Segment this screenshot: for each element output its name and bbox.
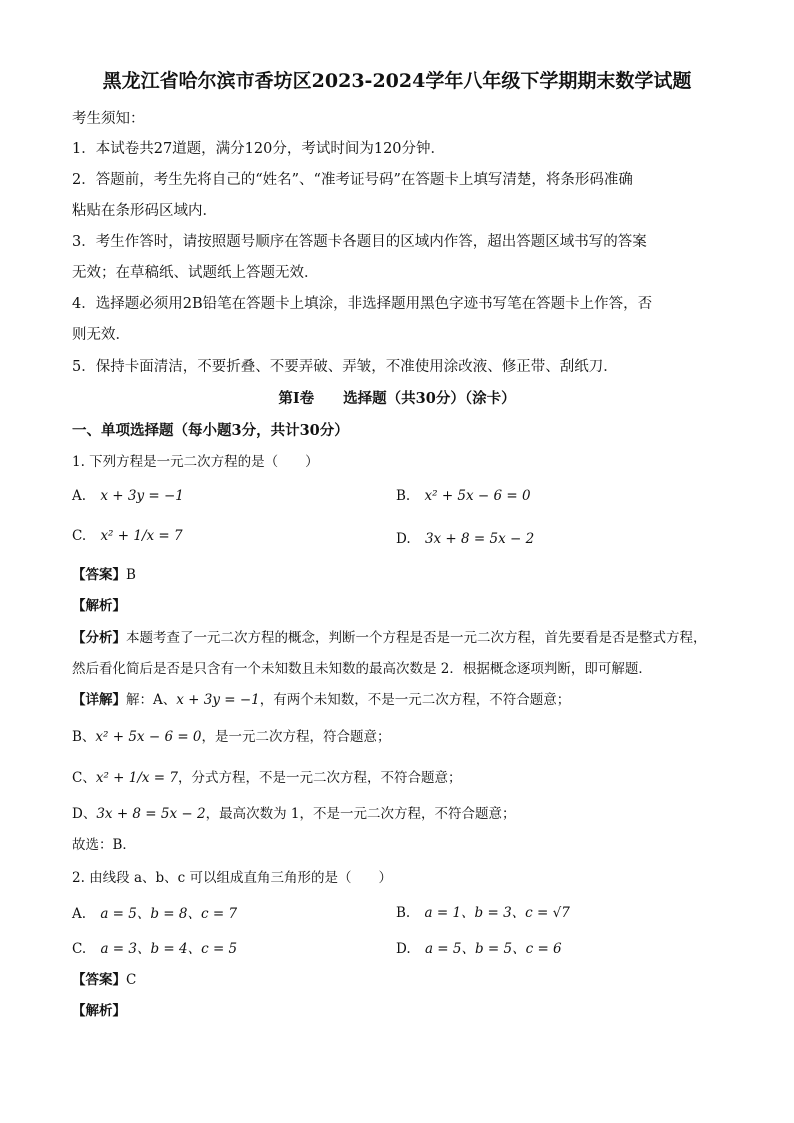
option-label: D. — [396, 531, 411, 547]
option-expr: a = 1、b = 3、c = √7 — [424, 905, 570, 921]
question-2-stem: 2. 由线段 a、b、c 可以组成直角三角形的是（ ） — [72, 870, 393, 886]
option-label: A. — [72, 488, 87, 504]
q1-analysis-line: 然后看化简后是否是只含有一个未知数且未知数的最高次数是 2．根据概念逐项判断，即可解题． — [72, 661, 652, 677]
option-expr: x + 3y = −1 — [100, 488, 184, 504]
option-label: A. — [72, 906, 87, 922]
question-1-stem: 1. 下列方程是一元二次方程的是（ ） — [72, 454, 319, 470]
q1-answer — [72, 569, 136, 583]
detail-prefix: D、 — [72, 806, 97, 822]
notice-item: 粘贴在条形码区域内． — [72, 203, 217, 219]
detail-suffix: ，分式方程，不是一元二次方程，不符合题意； — [178, 770, 462, 786]
answer-tag: 【答案】 — [72, 972, 126, 988]
q1-detail-c — [72, 772, 462, 786]
detail-prefix: C、 — [72, 770, 96, 786]
q1-option-b — [396, 490, 531, 504]
detail-prefix: 解：A、 — [126, 692, 177, 708]
page-title: 黑龙江省哈尔滨市香坊区2023-2024学年八年级下学期期末数学试题 — [102, 70, 692, 92]
notice-item: 5．保持卡面清洁，不要折叠、不要弄破、弄皱，不准使用涂改液、修正带、刮纸刀． — [72, 359, 618, 375]
q2-option-b — [396, 907, 570, 921]
q2-option-d — [396, 943, 562, 957]
q1-detail-a — [72, 694, 570, 708]
q2-option-a — [72, 908, 237, 922]
answer-value: C — [126, 972, 137, 988]
detail-expr: 3x + 8 = 5x − 2 — [96, 806, 206, 822]
section-subtitle: 一、单项选择题（每小题3分，共计30分） — [72, 422, 349, 439]
option-expr: x² + 5x − 6 = 0 — [424, 488, 531, 504]
option-expr: x² + 1/x = 7 — [100, 528, 183, 544]
q1-option-a — [72, 490, 184, 504]
detail-tag: 【详解】 — [72, 692, 126, 708]
option-label: B. — [396, 488, 411, 504]
option-label: D. — [396, 941, 411, 957]
notice-item: 3．考生作答时，请按照题号顺序在答题卡各题目的区域内作答，超出答题区域书写的答案 — [72, 234, 647, 250]
option-expr: a = 5、b = 8、c = 7 — [100, 906, 238, 922]
part-title: 第Ⅰ卷 选择题（共30分）（涂卡） — [278, 390, 516, 407]
q2-jiexi: 【解析】 — [72, 1003, 126, 1019]
notice-heading: 考生须知： — [72, 111, 145, 127]
notice-item: 无效；在草稿纸、试题纸上答题无效． — [72, 265, 319, 281]
option-label: B. — [396, 905, 411, 921]
analysis-text: 本题考查了一元二次方程的概念，判断一个方程是否是一元二次方程，首先要看是否是整式方程， — [126, 630, 707, 646]
q2-answer — [72, 974, 136, 988]
q1-jiexi: 【解析】 — [72, 598, 126, 614]
detail-suffix: ，是一元二次方程，符合题意； — [201, 729, 391, 745]
notice-item: 则无效． — [72, 327, 130, 343]
option-label: C. — [72, 528, 87, 544]
detail-expr: x + 3y = −1 — [176, 692, 260, 708]
q1-analysis-line — [72, 632, 707, 646]
detail-suffix: ，最高次数为 1，不是一元二次方程，不符合题意； — [205, 806, 516, 822]
detail-suffix: ，有两个未知数，不是一元二次方程，不符合题意； — [259, 692, 571, 708]
analysis-tag: 【分析】 — [72, 630, 126, 646]
notice-item: 2．答题前，考生先将自己的“姓名”、“准考证号码”在答题卡上填写清楚，将条形码准确 — [72, 172, 633, 188]
detail-expr: x² + 5x − 6 = 0 — [95, 729, 202, 745]
option-expr: a = 3、b = 4、c = 5 — [100, 941, 238, 957]
q1-detail-b — [72, 731, 391, 745]
detail-prefix: B、 — [72, 729, 96, 745]
answer-tag: 【答案】 — [72, 567, 126, 583]
option-expr: 3x + 8 = 5x − 2 — [424, 531, 535, 547]
q1-option-c — [72, 530, 183, 544]
q1-option-d — [396, 533, 534, 547]
q1-detail-d — [72, 808, 515, 822]
detail-expr: x² + 1/x = 7 — [95, 770, 178, 786]
option-label: C. — [72, 941, 87, 957]
q1-choice: 故选：B． — [72, 837, 136, 853]
option-expr: a = 5、b = 5、c = 6 — [424, 941, 562, 957]
notice-item: 4．选择题必须用2B铅笔在答题卡上填涂，非选择题用黑色字迹书写笔在答题卡上作答，否 — [72, 296, 653, 312]
answer-value: B — [126, 567, 136, 583]
q2-option-c — [72, 943, 237, 957]
notice-item: 1．本试卷共27道题，满分120分，考试时间为120分钟． — [72, 141, 446, 157]
